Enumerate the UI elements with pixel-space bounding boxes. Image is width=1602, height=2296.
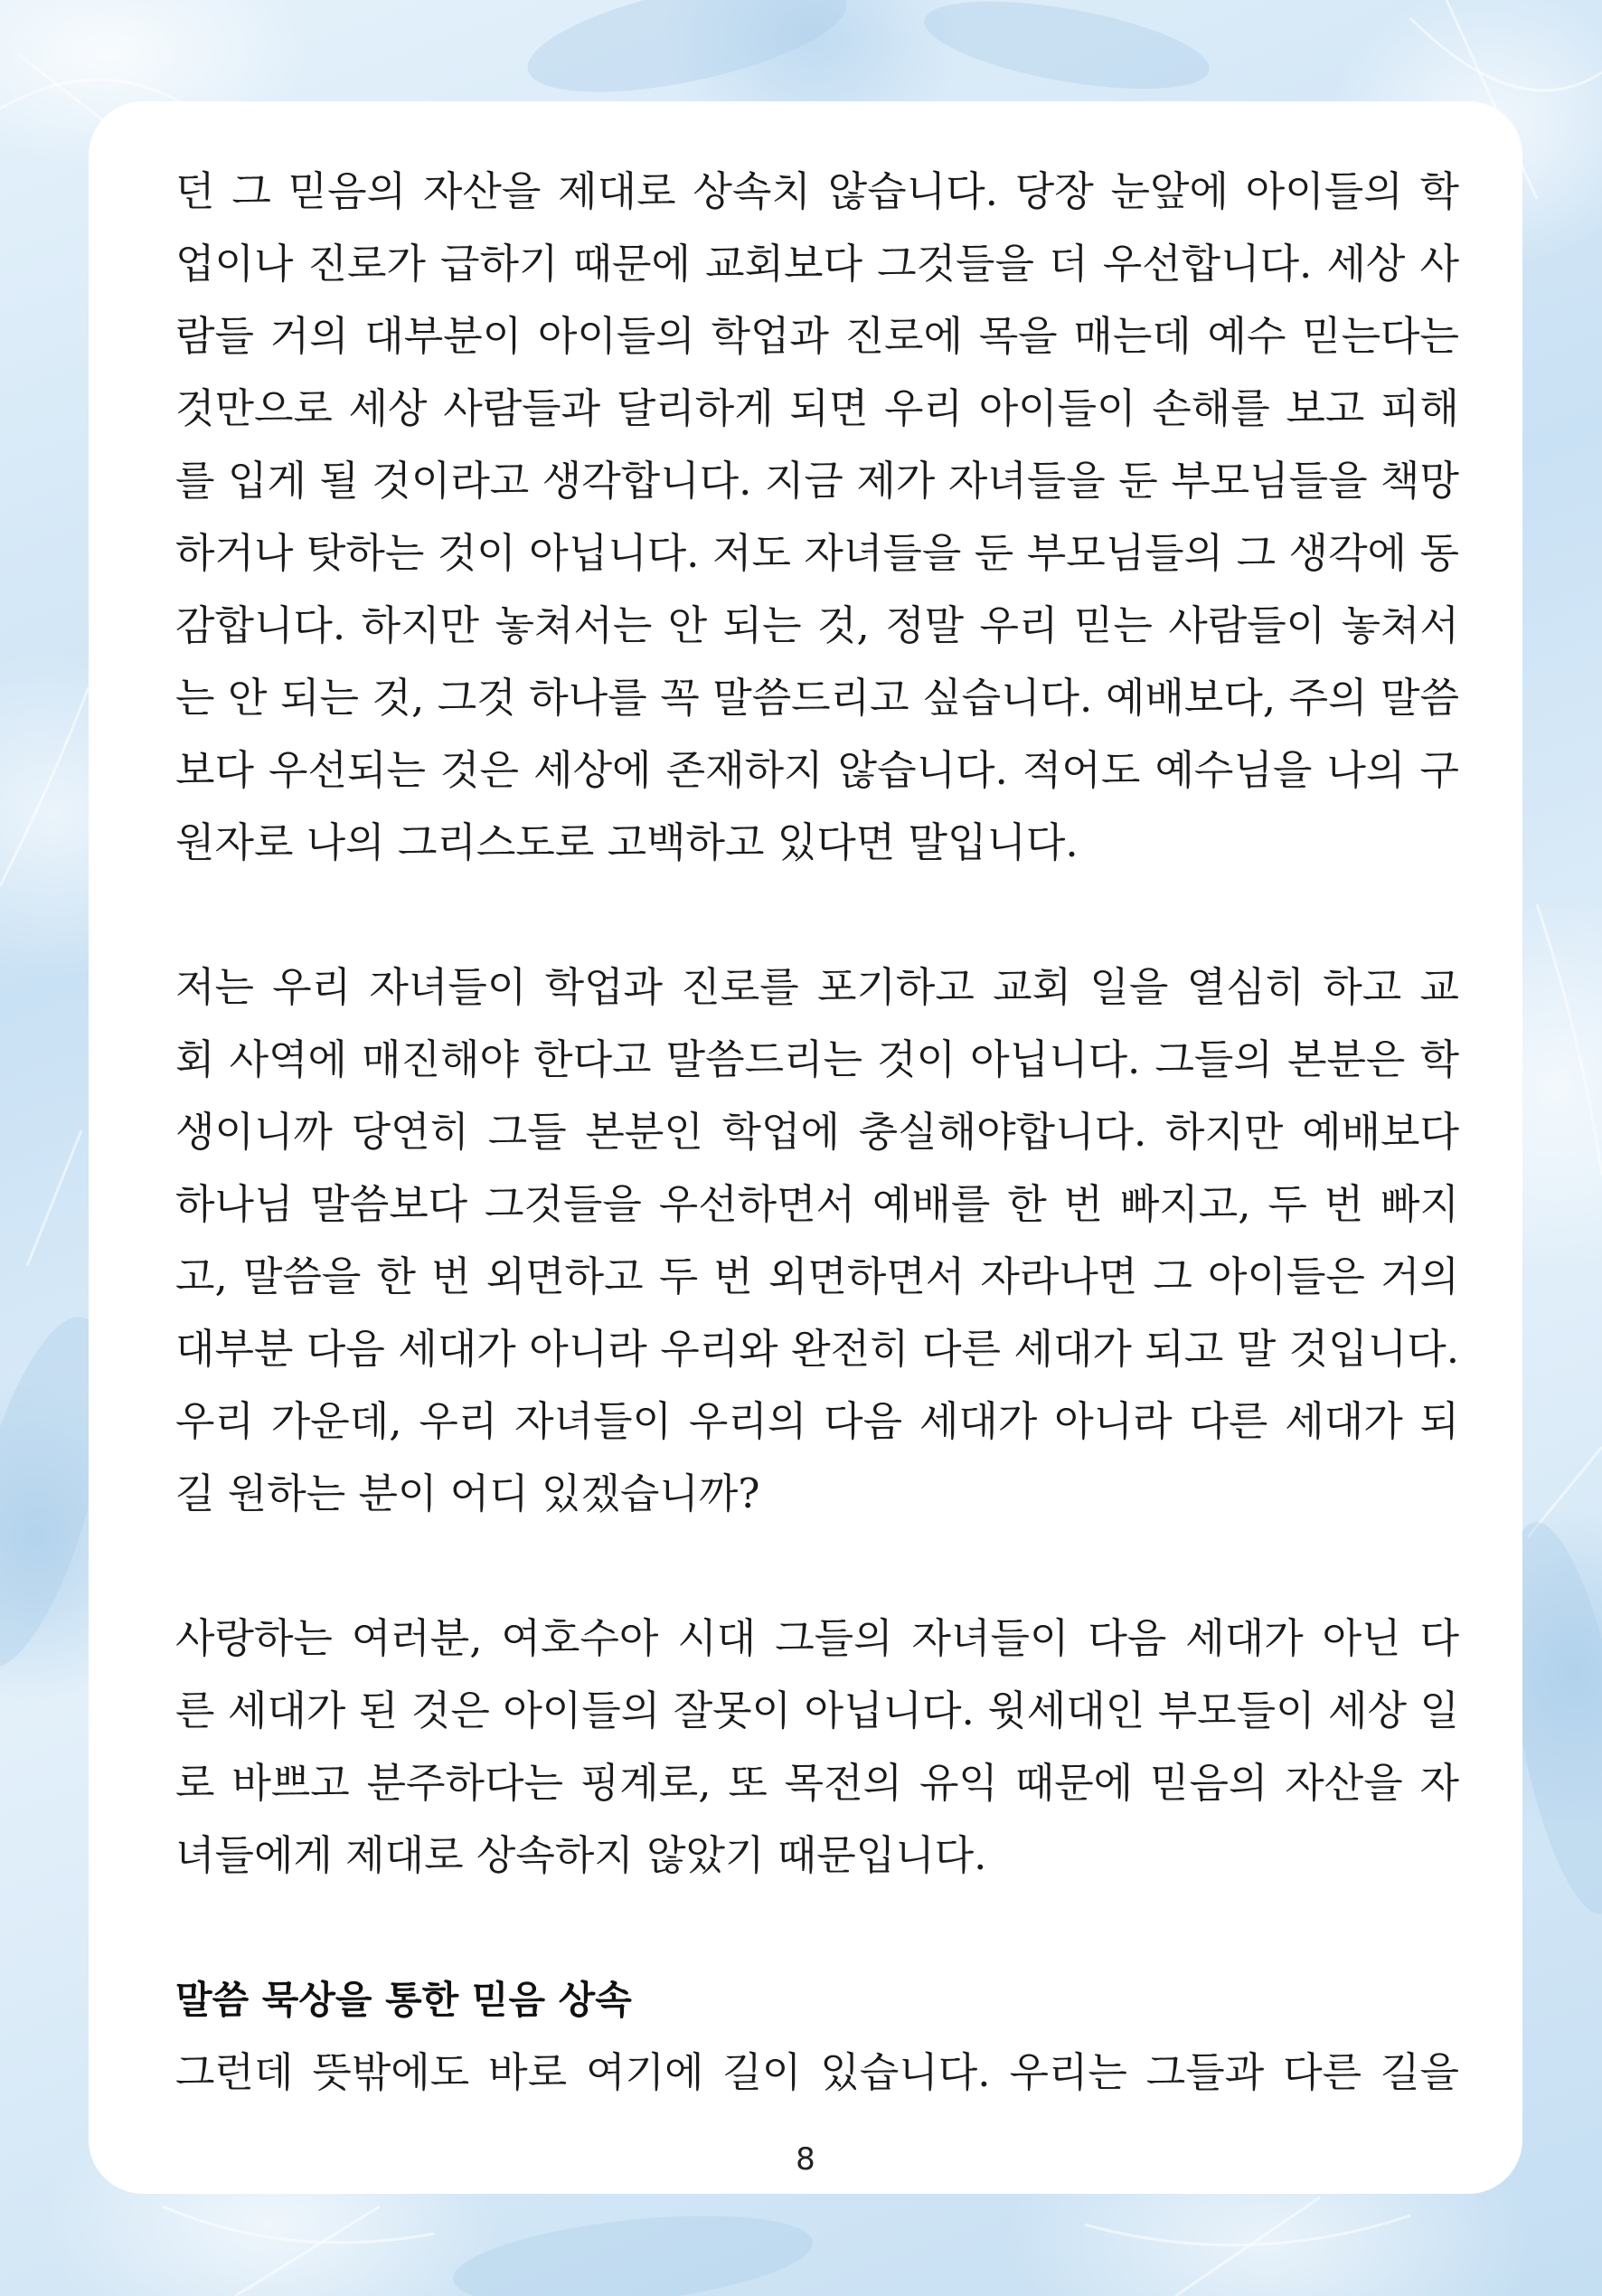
content-card [89, 101, 1522, 2194]
paragraph-spacer [175, 1530, 1459, 1602]
text-line: 하나님 말씀보다 그것들을 우선하면서 예배를 한 번 빠지고, 두 번 빠지 [175, 1180, 1459, 1228]
body-text [175, 156, 1459, 2109]
text-line: 원자로 나의 그리스도로 고백하고 있다면 말입니다. [175, 818, 1079, 866]
text-line: 를 입게 될 것이라고 생각합니다. 지금 제가 자녀들을 둔 부모님들을 책망 [175, 457, 1459, 505]
section-heading: 말씀 묵상을 통한 믿음 상속 [175, 1978, 632, 2022]
text-line: 녀들에게 제대로 상속하지 않았기 때문입니다. [175, 1831, 987, 1879]
text-line: 른 세대가 된 것은 아이들의 잘못이 아닙니다. 윗세대인 부모들이 세상 일 [175, 1687, 1459, 1734]
paragraph-3 [175, 1602, 1459, 1892]
page-number: 8 [796, 2141, 815, 2178]
text-line: 대부분 다음 세대가 아니라 우리와 완전히 다른 세대가 되고 말 것입니다. [175, 1325, 1459, 1373]
paragraph-spacer [175, 1892, 1459, 1964]
text-line: 는 안 되는 것, 그것 하나를 꼭 말씀드리고 싶습니다. 예배보다, 주의 말씀 [175, 674, 1459, 722]
text-line: 저는 우리 자녀들이 학업과 진로를 포기하고 교회 일을 열심히 하고 교 [175, 963, 1459, 1011]
text-line: 던 그 믿음의 자산을 제대로 상속치 않습니다. 당장 눈앞에 아이들의 학 [175, 167, 1459, 215]
text-line: 회 사역에 매진해야 한다고 말씀드리는 것이 아닙니다. 그들의 본분은 학 [175, 1035, 1459, 1083]
text-line: 하거나 탓하는 것이 아닙니다. 저도 자녀들을 둔 부모님들의 그 생각에 동 [175, 529, 1459, 577]
text-line: 길 원하는 분이 어디 있겠습니까? [175, 1469, 760, 1517]
text-line: 로 바쁘고 분주하다는 핑계로, 또 목전의 유익 때문에 믿음의 자산을 자 [175, 1759, 1459, 1807]
paragraph-4 [175, 2036, 1459, 2109]
text-line: 것만으로 세상 사람들과 달리하게 되면 우리 아이들이 손해를 보고 피해 [175, 384, 1459, 432]
paragraph-2 [175, 951, 1459, 1530]
text-line: 감합니다. 하지만 놓쳐서는 안 되는 것, 정말 우리 믿는 사람들이 놓쳐서 [175, 601, 1459, 649]
text-line: 람들 거의 대부분이 아이들의 학업과 진로에 목을 매는데 예수 믿는다는 [175, 312, 1459, 360]
text-line: 우리 가운데, 우리 자녀들이 우리의 다음 세대가 아니라 다른 세대가 되 [175, 1397, 1459, 1445]
text-line: 업이나 진로가 급하기 때문에 교회보다 그것들을 더 우선합니다. 세상 사 [175, 240, 1459, 288]
text-line: 생이니까 당연히 그들 본분인 학업에 충실해야합니다. 하지만 예배보다 [175, 1108, 1459, 1156]
paragraph-spacer [175, 879, 1459, 951]
text-line: 보다 우선되는 것은 세상에 존재하지 않습니다. 적어도 예수님을 나의 구 [175, 746, 1459, 794]
text-line: 고, 말씀을 한 번 외면하고 두 번 외면하면서 자라나면 그 아이들은 거의 [175, 1252, 1459, 1300]
paragraph-1 [175, 156, 1459, 879]
text-line: 사랑하는 여러분, 여호수아 시대 그들의 자녀들이 다음 세대가 아닌 다 [175, 1614, 1459, 1662]
text-line: 그런데 뜻밖에도 바로 여기에 길이 있습니다. 우리는 그들과 다른 길을 [175, 2048, 1459, 2096]
